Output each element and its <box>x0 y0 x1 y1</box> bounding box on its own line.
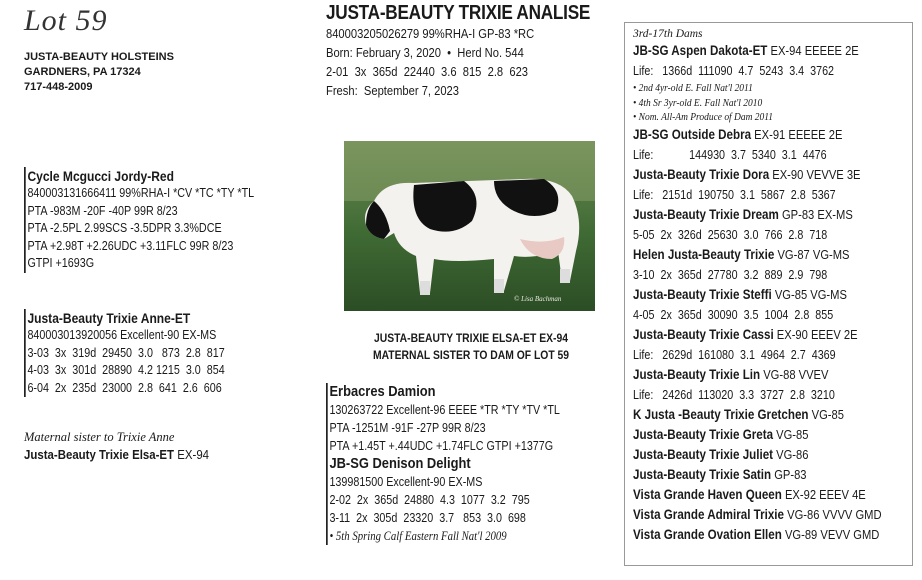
dams-list <box>633 41 917 545</box>
caption-line: MATERNAL SISTER TO DAM OF LOT 59 <box>372 350 570 362</box>
dams-heading: 3rd-17th Dams <box>633 28 703 40</box>
dam-entry <box>633 41 917 61</box>
dam-entry-name: Justa-Beauty Trixie Cassi <box>633 326 774 342</box>
mgs-line: 130263722 Excellent-96 EEEE *TR *TY *TV *TL <box>329 403 560 417</box>
dam-line: 840003013920056 Excellent-90 EX-MS <box>27 328 217 342</box>
dam-entry-score: VG-86 VVVV GMD <box>787 506 882 522</box>
farm-info <box>24 50 174 95</box>
mgs-line: PTA +1.45T +.44UDC +1.74FLC GTPI +1377G <box>329 439 554 453</box>
dam-entry-stats: Life: 144930 3.7 5340 3.1 4476 <box>633 147 827 162</box>
dam-line: 3-03 3x 319d 29450 3.0 873 2.8 817 <box>27 345 225 360</box>
dam-entry-name: Justa-Beauty Trixie Juliet <box>633 446 774 462</box>
dam-entry-note: • 4th Sr 3yr-old E. Fall Nat'l 2010 <box>633 96 763 109</box>
sire-name: Cycle Mcgucci Jordy-Red <box>27 168 174 184</box>
dam-entry <box>633 125 917 145</box>
dam-entry-name: Justa-Beauty Trixie Greta <box>633 426 774 442</box>
dam-entry-name: Helen Justa-Beauty Trixie <box>633 246 775 262</box>
granddam-line: 3-11 2x 305d 23320 3.7 853 3.0 698 <box>329 511 526 525</box>
dam-entry-name: Vista Grande Ovation Ellen <box>633 526 782 542</box>
dam-entry-name: Vista Grande Admiral Trixie <box>633 506 784 522</box>
dam-entry <box>633 425 917 445</box>
dam-entry-name: Justa-Beauty Trixie Dora <box>633 166 770 182</box>
dam-entry <box>633 165 917 185</box>
dam-entry-stats: Life: 2629d 161080 3.1 4964 2.7 4369 <box>633 347 836 362</box>
dam-entry-stats: Life: 2426d 113020 3.3 3727 2.8 3210 <box>633 387 835 402</box>
photo-caption <box>341 331 602 365</box>
sire-line: GTPI +1693G <box>27 256 95 271</box>
farm-address: GARDNERS, PA 17324 <box>24 66 141 78</box>
dam-entry <box>633 325 917 345</box>
dam-entry <box>633 285 917 305</box>
cow-illustration <box>344 141 595 311</box>
sire-line: PTA -983M -20F -40P 99R 8/23 <box>27 203 178 218</box>
dam-entry <box>633 465 917 485</box>
dam-entry-score: EX-91 EEEEE 2E <box>754 126 843 142</box>
maternal-sister-line <box>24 447 209 462</box>
dam-entry <box>633 445 917 465</box>
dam-entry-note: • 2nd 4yr-old E. Fall Nat'l 2011 <box>633 82 753 94</box>
caption-line: JUSTA-BEAUTY TRIXIE ELSA-ET EX-94 <box>373 333 569 345</box>
photo-signature: © Lisa Bachman <box>514 295 562 303</box>
maternal-sister-note: Maternal sister to Trixie Anne <box>24 430 175 444</box>
dam-entry-score: VG-85 <box>811 406 844 422</box>
cow-photo <box>344 141 595 311</box>
dam-entry-score: VG-89 VEVV GMD <box>784 526 880 542</box>
sire-block <box>24 167 254 273</box>
sire-line: 840003131666411 99%RHA-I *CV *TC *TY *TL <box>27 186 255 200</box>
dam-entry-score: VG-86 <box>776 446 809 462</box>
dam-entry-score: EX-90 EEEV 2E <box>776 326 858 342</box>
dam-entry-note: • Nom. All-Am Produce of Dam 2011 <box>633 111 774 123</box>
cow-id-line: 840003205026279 99%RHA-I GP-83 *RC <box>326 26 535 41</box>
sire-line: PTA +2.98T +2.26UDC +3.11FLC 99R 8/23 <box>27 238 234 253</box>
dams-box <box>624 22 913 566</box>
cow-born-line: Born: February 3, 2020 • Herd No. 544 <box>326 45 524 60</box>
farm-name: JUSTA-BEAUTY HOLSTEINS <box>24 51 174 63</box>
granddam-line: 139981500 Excellent-90 EX-MS <box>329 475 483 489</box>
maternal-sister-block <box>24 430 234 462</box>
mgs-line: PTA -1251M -91F -27P 99R 8/23 <box>329 421 486 435</box>
dam-entry-name: Justa-Beauty Trixie Dream <box>633 206 779 222</box>
maternal-sister-score: EX-94 <box>177 447 210 462</box>
mgs-block <box>326 383 560 545</box>
dam-entry-score: GP-83 <box>774 466 807 482</box>
dam-entry <box>633 405 917 425</box>
dam-entry-name: Justa-Beauty Trixie Lin <box>633 366 761 382</box>
dam-entry-score: VG-85 <box>776 426 809 442</box>
dam-entry-score: VG-88 VVEV <box>763 366 829 382</box>
farm-phone: 717-448-2009 <box>24 81 93 93</box>
dam-entry-score: VG-85 VG-MS <box>774 286 847 302</box>
dam-entry-stats: 3-10 2x 365d 27780 3.2 889 2.9 798 <box>633 267 828 282</box>
granddam-line: 2-02 2x 365d 24880 4.3 1077 3.2 795 <box>329 493 530 507</box>
dam-entry <box>633 525 917 545</box>
dam-entry-stats: 4-05 2x 365d 30090 3.5 1004 2.8 855 <box>633 307 834 322</box>
cow-header <box>326 2 590 100</box>
dam-entry-name: JB-SG Outside Debra <box>633 126 752 142</box>
dam-entry-score: EX-90 VEVVE 3E <box>772 166 861 182</box>
cow-record-line: 2-01 3x 365d 22440 3.6 815 2.8 623 <box>326 64 529 79</box>
dam-entry-name: Vista Grande Haven Queen <box>633 486 782 502</box>
dam-entry-name: Justa-Beauty Trixie Steffi <box>633 286 772 302</box>
dam-block <box>24 309 225 397</box>
dam-entry <box>633 245 917 265</box>
dam-entry-score: EX-94 EEEEE 2E <box>770 43 859 58</box>
dam-entry <box>633 485 917 505</box>
dam-entry <box>633 205 917 225</box>
cow-name: JUSTA-BEAUTY TRIXIE ANALISE <box>326 2 591 24</box>
dam-entry-name: Justa-Beauty Trixie Satin <box>633 466 772 482</box>
granddam-name: JB-SG Denison Delight <box>329 455 471 472</box>
dam-line: 4-03 3x 301d 28890 4.2 1215 3.0 854 <box>27 363 225 378</box>
dam-entry-name: K Justa -Beauty Trixie Gretchen <box>633 406 809 422</box>
mgs-name: Erbacres Damion <box>329 383 436 400</box>
dam-line: 6-04 2x 235d 23000 2.8 641 2.6 606 <box>27 380 222 395</box>
granddam-note: • 5th Spring Calf Eastern Fall Nat'l 2009 <box>329 529 507 543</box>
dam-entry <box>633 505 917 525</box>
dam-entry-stats: Life: 1366d 111090 4.7 5243 3.4 3762 <box>633 64 835 78</box>
dam-entry-stats: Life: 2151d 190750 3.1 5867 2.8 5367 <box>633 187 836 202</box>
dam-entry-score: VG-87 VG-MS <box>777 246 850 262</box>
dam-entry <box>633 365 917 385</box>
dam-entry-score: GP-83 EX-MS <box>781 206 853 222</box>
maternal-sister-name: Justa-Beauty Trixie Elsa-ET <box>24 447 175 462</box>
sire-line: PTA -2.5PL 2.99SCS -3.5DPR 3.3%DCE <box>27 221 222 236</box>
dam-name: Justa-Beauty Trixie Anne-ET <box>27 310 191 326</box>
dam-entry-stats: 5-05 2x 326d 25630 3.0 766 2.8 718 <box>633 227 828 242</box>
dam-entry-score: EX-92 EEEV 4E <box>784 486 866 502</box>
cow-fresh-line: Fresh: September 7, 2023 <box>326 83 460 98</box>
dam-entry-name: JB-SG Aspen Dakota-ET <box>633 43 768 58</box>
lot-title: Lot 59 <box>24 4 108 37</box>
